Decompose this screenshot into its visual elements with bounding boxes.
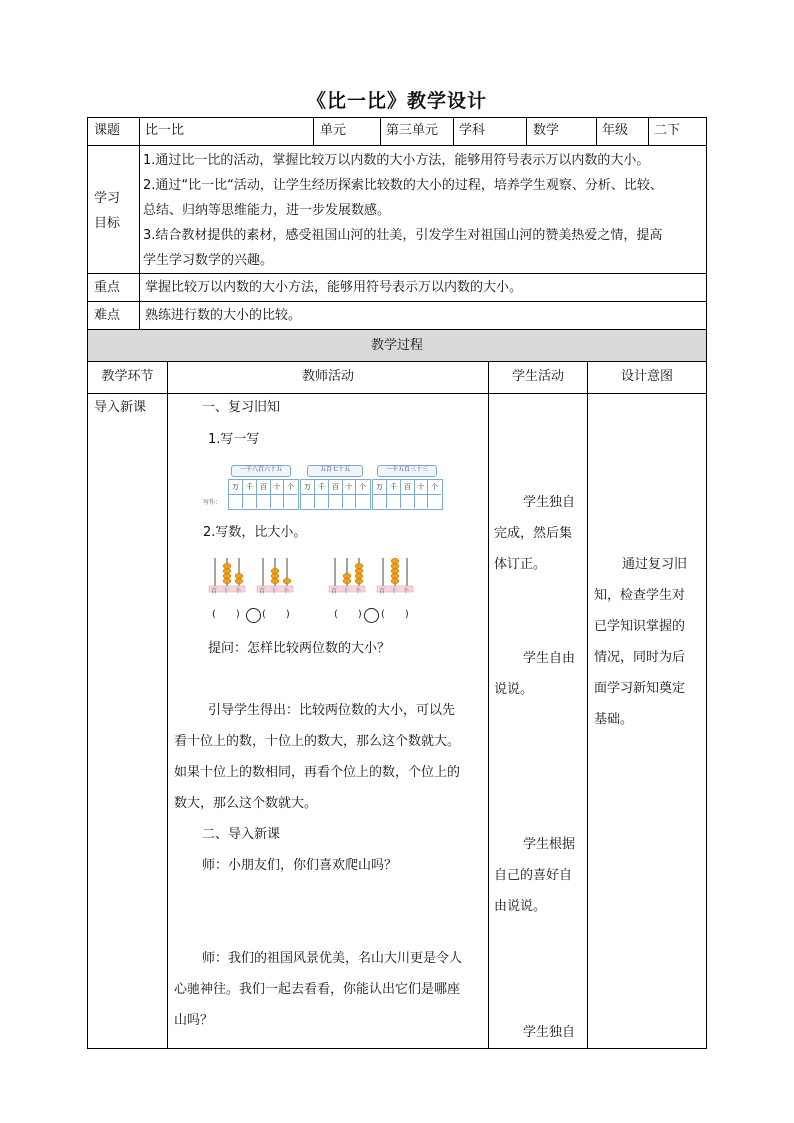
col-header-teacher: 教师活动	[301, 369, 354, 384]
col-divider	[167, 361, 168, 1049]
write-box-label: 一千八百六十五	[231, 465, 291, 477]
unit-value: 第三单元	[386, 123, 439, 138]
grade-value: 二下	[654, 123, 681, 138]
abacus-place-label: 个	[283, 588, 290, 595]
abacus-place-label: 个	[235, 588, 242, 595]
col-divider	[587, 361, 588, 1049]
design-intent: 通过复习旧	[622, 557, 688, 572]
place-value-grid: 万 千 百 十 个	[300, 479, 371, 510]
abacus-place-label: 个	[355, 588, 362, 595]
student-activity: 学生根据	[523, 837, 576, 852]
key-point-label: 重点	[94, 280, 121, 295]
abacus-place-label: 百	[211, 588, 218, 595]
student-activity: 完成，然后集	[494, 526, 573, 541]
col-header-student: 学生活动	[511, 369, 564, 384]
student-activity: 体订正。	[494, 557, 547, 572]
col-header-intent: 设计意图	[620, 369, 673, 384]
abacus-place-label: 个	[403, 588, 410, 595]
abacus-place-label: 十	[391, 588, 398, 595]
design-intent: 面学习新知奠定	[594, 681, 686, 696]
col-divider	[313, 117, 314, 145]
col-divider	[648, 117, 649, 145]
row-divider	[87, 361, 707, 362]
teacher-question-2: 山吗？	[174, 1013, 214, 1028]
page-title: 《比一比》教学设计	[306, 90, 487, 112]
col-header-stage: 教学环节	[101, 369, 154, 384]
row-divider	[87, 393, 707, 394]
intro-heading: 二、导入新课	[202, 827, 281, 842]
goals-label: 学习	[94, 191, 121, 206]
design-intent: 情况，同时为后	[594, 650, 686, 665]
key-point-text: 掌握比较万以内数的大小方法，能够用符号表示万以内数的大小。	[145, 280, 523, 295]
student-activity: 学生独自	[523, 1025, 576, 1040]
guide-line: 看十位上的数，十位上的数大，那么这个数就大。	[174, 734, 461, 749]
col-divider	[526, 117, 527, 145]
abacus-place-label: 十	[343, 588, 350, 595]
subject-value: 数学	[533, 123, 560, 138]
course-value: 比一比	[145, 123, 185, 138]
write-box-label: 一千五百三十三	[377, 465, 437, 477]
difficulty-text: 熟练进行数的大小的比较。	[145, 308, 302, 323]
place-value-grid: 万 千 百 十 个	[228, 479, 299, 510]
abacus-place-label: 百	[331, 588, 338, 595]
answer-blank: ( )	[381, 609, 409, 620]
col-divider	[139, 117, 140, 329]
design-intent: 基础。	[594, 712, 634, 727]
col-divider	[488, 361, 489, 1049]
col-divider	[453, 117, 454, 145]
goal-line: 学生学习数学的兴趣。	[143, 253, 274, 268]
goal-line: 1.通过比一比的活动，掌握比较万以内数的大小方法，能够用符号表示万以内数的大小。	[143, 153, 650, 168]
compare-circle	[364, 608, 379, 623]
review-heading: 一、复习旧知	[202, 400, 281, 415]
design-intent: 已学知识掌握的	[594, 619, 686, 634]
unit-label: 单元	[320, 123, 347, 138]
goal-line: 总结、归纳等思维能力，进一步发展数感。	[143, 203, 391, 218]
row-divider	[87, 273, 707, 274]
row-divider	[87, 301, 707, 302]
question: 提问：怎样比较两位数的大小？	[208, 641, 391, 656]
answer-blank: ( )	[334, 609, 362, 620]
row-divider	[87, 145, 707, 146]
write-hint: 写作：	[203, 499, 222, 506]
goals-label: 目标	[94, 216, 121, 231]
teacher-question-2: 师：我们的祖国风景优美，名山大川更是令人	[202, 951, 463, 966]
place-value-grid: 万 千 百 十 个	[372, 479, 443, 510]
student-activity: 自己的喜好自	[494, 868, 573, 883]
write-heading: 1.写一写	[208, 432, 260, 447]
answer-blank: ( )	[212, 609, 240, 620]
difficulty-label: 难点	[94, 308, 121, 323]
abacus-place-label: 十	[223, 588, 230, 595]
stage-name: 导入新课	[94, 400, 147, 415]
grade-label: 年级	[602, 123, 629, 138]
abacus-place-label: 十	[271, 588, 278, 595]
compare-circle	[246, 608, 261, 623]
student-activity: 说说。	[494, 682, 534, 697]
goal-line: 3.结合教材提供的素材，感受祖国山河的壮美，引发学生对祖国山河的赞美热爱之情，提高	[143, 228, 663, 243]
compare-heading: 2.写数，比大小。	[203, 525, 307, 540]
write-box-label: 五百七十五	[307, 465, 363, 477]
goal-line: 2.通过“比一比“活动，让学生经历探索比较数的大小的过程，培养学生观察、分析、比较、	[143, 178, 663, 193]
teacher-question: 师：小朋友们，你们喜欢爬山吗？	[202, 858, 398, 873]
col-divider	[596, 117, 597, 145]
student-activity: 由说说。	[494, 899, 547, 914]
abacus-place-label: 百	[259, 588, 266, 595]
guide-line: 如果十位上的数相同，再看个位上的数，个位上的	[174, 765, 461, 780]
student-activity: 学生独自	[523, 495, 576, 510]
abacus-place-label: 百	[379, 588, 386, 595]
course-label: 课题	[94, 123, 121, 138]
guide-line: 引导学生得出：比较两位数的大小，可以先	[208, 703, 456, 718]
process-header: 教学过程	[370, 338, 423, 353]
col-divider	[380, 117, 381, 145]
teacher-question-2: 心驰神往。我们一起去看看，你能认出它们是哪座	[174, 982, 461, 997]
subject-label: 学科	[459, 123, 486, 138]
student-activity: 学生自由	[523, 651, 576, 666]
design-intent: 知，检查学生对	[594, 588, 686, 603]
answer-blank: ( )	[262, 609, 290, 620]
guide-line: 数大，那么这个数就大。	[174, 796, 318, 811]
